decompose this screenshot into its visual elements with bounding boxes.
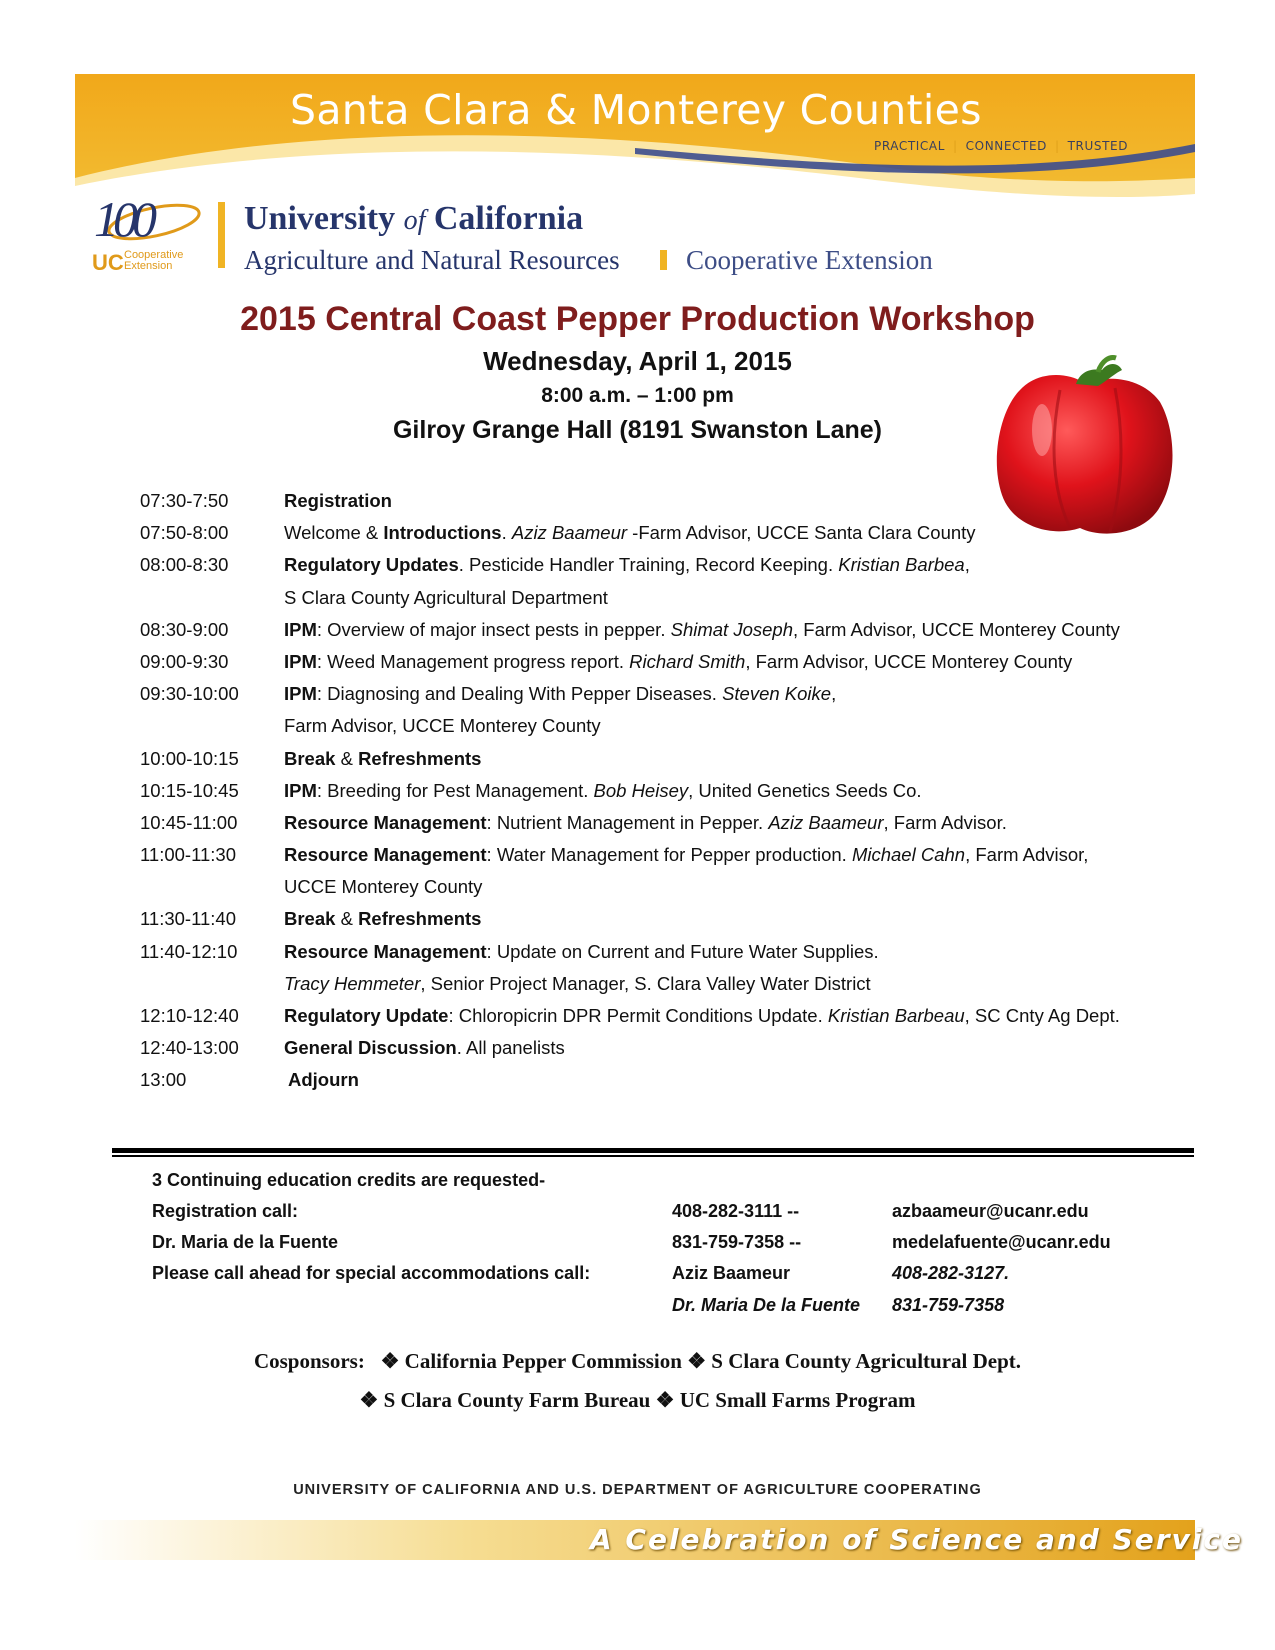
section-divider-thin xyxy=(112,1155,1194,1157)
accommodations-contact-name: Dr. Maria De la Fuente xyxy=(672,1295,861,1315)
agenda-description: Farm Advisor, UCCE Monterey County xyxy=(284,715,601,737)
agenda-description: Welcome & Introductions. Aziz Baameur -Farm Advisor, UCCE Santa Clara County xyxy=(284,522,976,544)
event-time: 8:00 a.m. – 1:00 pm xyxy=(541,384,734,407)
uc-logo-mark: UC xyxy=(92,250,124,275)
fuente-email[interactable]: medelafuente@ucanr.edu xyxy=(892,1232,1111,1252)
agenda-time: 08:30-9:00 xyxy=(140,618,229,640)
diamond-bullet-icon: ❖ xyxy=(359,1388,379,1412)
agenda-row xyxy=(140,839,1180,871)
agenda-description: General Discussion. All panelists xyxy=(284,1037,565,1059)
cosponsor-item: S Clara County Agricultural Dept. xyxy=(711,1349,1022,1373)
agenda-description: Regulatory Update: Chloropicrin DPR Permit Conditions Update. Kristian Barbeau, SC Cnty Ag Dept. xyxy=(284,1005,1120,1026)
credits-note: 3 Continuing education credits are requested- xyxy=(152,1170,546,1190)
agenda-description: Break & Refreshments xyxy=(284,908,482,930)
agenda-description: S Clara County Agricultural Department xyxy=(284,586,608,608)
agenda-row xyxy=(140,485,1180,517)
agenda-row-continued xyxy=(140,871,1180,903)
diamond-bullet-icon: ❖ xyxy=(380,1349,400,1373)
agenda-row xyxy=(140,646,1180,678)
registration-phone: 408-282-3111 -- xyxy=(672,1201,800,1221)
logo-divider-small xyxy=(660,250,667,270)
event-location: Gilroy Grange Hall (8191 Swanston Lane) xyxy=(392,416,883,444)
agenda-row xyxy=(140,936,1180,968)
agenda-time: 10:45-11:00 xyxy=(140,811,238,833)
agenda-description: UCCE Monterey County xyxy=(284,876,483,898)
university-name: University of California xyxy=(244,200,584,237)
agenda-time: 07:50-8:00 xyxy=(140,522,229,544)
agenda-time: 12:10-12:40 xyxy=(140,1005,239,1026)
agenda-description: Adjourn xyxy=(288,1069,359,1091)
agenda-description: IPM: Weed Management progress report. Richard Smith, Farm Advisor, UCCE Monterey County xyxy=(284,650,1073,672)
agenda-row xyxy=(140,903,1180,935)
section-divider xyxy=(112,1148,1194,1153)
cosponsor-item: UC Small Farms Program xyxy=(679,1388,916,1412)
accommodations-contact-name: Aziz Baameur xyxy=(672,1263,791,1283)
agenda-time: 10:00-10:15 xyxy=(140,747,239,769)
agenda-time: 09:30-10:00 xyxy=(140,683,239,705)
accommodations-contact-phone: 408-282-3127. xyxy=(892,1263,1010,1283)
fuente-phone: 831-759-7358 -- xyxy=(672,1232,802,1252)
anr-name: Agriculture and Natural Resources xyxy=(244,245,620,275)
agenda-row xyxy=(140,678,1180,710)
accommodations-label: Please call ahead for special accommodations call: xyxy=(152,1263,591,1283)
cooperative-extension-label: Cooperative Extension xyxy=(686,245,933,275)
cosponsors-label: Cosponsors: xyxy=(253,1349,365,1373)
agenda-time: 09:00-9:30 xyxy=(140,650,229,672)
agenda-description: Regulatory Updates. Pesticide Handler Training, Record Keeping. Kristian Barbea, xyxy=(284,554,970,576)
agenda-row xyxy=(140,517,1180,549)
agenda-description: IPM: Overview of major insect pests in pepper. Shimat Joseph, Farm Advisor, UCCE Monterey County xyxy=(284,618,1120,640)
registration-email[interactable]: azbaameur@ucanr.edu xyxy=(892,1201,1089,1221)
banner-title: Santa Clara & Monterey Counties xyxy=(290,86,982,134)
agenda-time: 11:30-11:40 xyxy=(140,908,237,930)
agenda-description: Resource Management: Water Management for Pepper production. Michael Cahn, Farm Advisor, xyxy=(284,844,1089,866)
agenda-row-continued xyxy=(140,968,1180,1000)
agenda-time: 07:30-7:50 xyxy=(140,490,229,511)
agenda-row xyxy=(140,743,1180,775)
event-date: Wednesday, April 1, 2015 xyxy=(483,346,792,376)
registration-label: Registration call: xyxy=(152,1201,299,1221)
accommodations-contact-phone: 831-759-7358 xyxy=(892,1295,1005,1315)
agenda-description: Tracy Hemmeter, Senior Project Manager, S. Clara Valley Water District xyxy=(284,972,871,994)
agenda-row xyxy=(140,1000,1180,1032)
agenda-row xyxy=(140,1032,1180,1064)
cosponsors-line-1 xyxy=(0,1349,1275,1374)
agenda-row xyxy=(140,614,1180,646)
agenda-time: 12:40-13:00 xyxy=(140,1037,239,1059)
agenda-time: 11:00-11:30 xyxy=(140,844,237,866)
agenda-description: Resource Management: Update on Current and Future Water Supplies. xyxy=(284,940,879,962)
diamond-bullet-icon: ❖ xyxy=(687,1349,707,1373)
agenda-description: Break & Refreshments xyxy=(284,747,482,769)
agenda-row-continued xyxy=(140,582,1180,614)
centennial-number: 100 xyxy=(94,191,151,247)
tagline: PRACTICAL | CONNECTED | TRUSTED xyxy=(874,139,1129,153)
agenda-table xyxy=(140,485,1180,1097)
agenda-row-continued xyxy=(140,710,1180,742)
cosponsor-item: S Clara County Farm Bureau xyxy=(383,1388,651,1412)
event-title: 2015 Central Coast Pepper Production Workshop xyxy=(240,300,1035,338)
logo-divider xyxy=(218,202,225,268)
diamond-bullet-icon: ❖ xyxy=(655,1388,675,1412)
cooperating-statement: UNIVERSITY OF CALIFORNIA AND U.S. DEPARTMENT OF AGRICULTURE COOPERATING xyxy=(293,1482,982,1498)
agenda-description: Registration xyxy=(284,490,392,511)
agenda-description: IPM: Breeding for Pest Management. Bob Heisey, United Genetics Seeds Co. xyxy=(284,779,922,801)
cosponsors-line-2 xyxy=(0,1388,1275,1413)
agenda-time: 08:00-8:30 xyxy=(140,554,229,576)
footer-slogan: A Celebration of Science and Service xyxy=(590,1523,1243,1556)
agenda-row xyxy=(140,807,1180,839)
uc-logo-subtitle: Cooperative Extension xyxy=(124,249,184,272)
fuente-label: Dr. Maria de la Fuente xyxy=(152,1232,339,1252)
agenda-description: IPM: Diagnosing and Dealing With Pepper Diseases. Steven Koike, xyxy=(284,683,837,705)
agenda-description: Resource Management: Nutrient Management in Pepper. Aziz Baameur, Farm Advisor. xyxy=(284,811,1007,833)
agenda-time: 10:15-10:45 xyxy=(140,779,239,801)
agenda-row xyxy=(140,1064,1180,1096)
agenda-row xyxy=(140,549,1180,581)
agenda-time: 11:40-12:10 xyxy=(140,940,238,962)
cosponsor-item: California Pepper Commission xyxy=(404,1349,682,1373)
agenda-time: 13:00 xyxy=(140,1069,187,1091)
agenda-row xyxy=(140,775,1180,807)
